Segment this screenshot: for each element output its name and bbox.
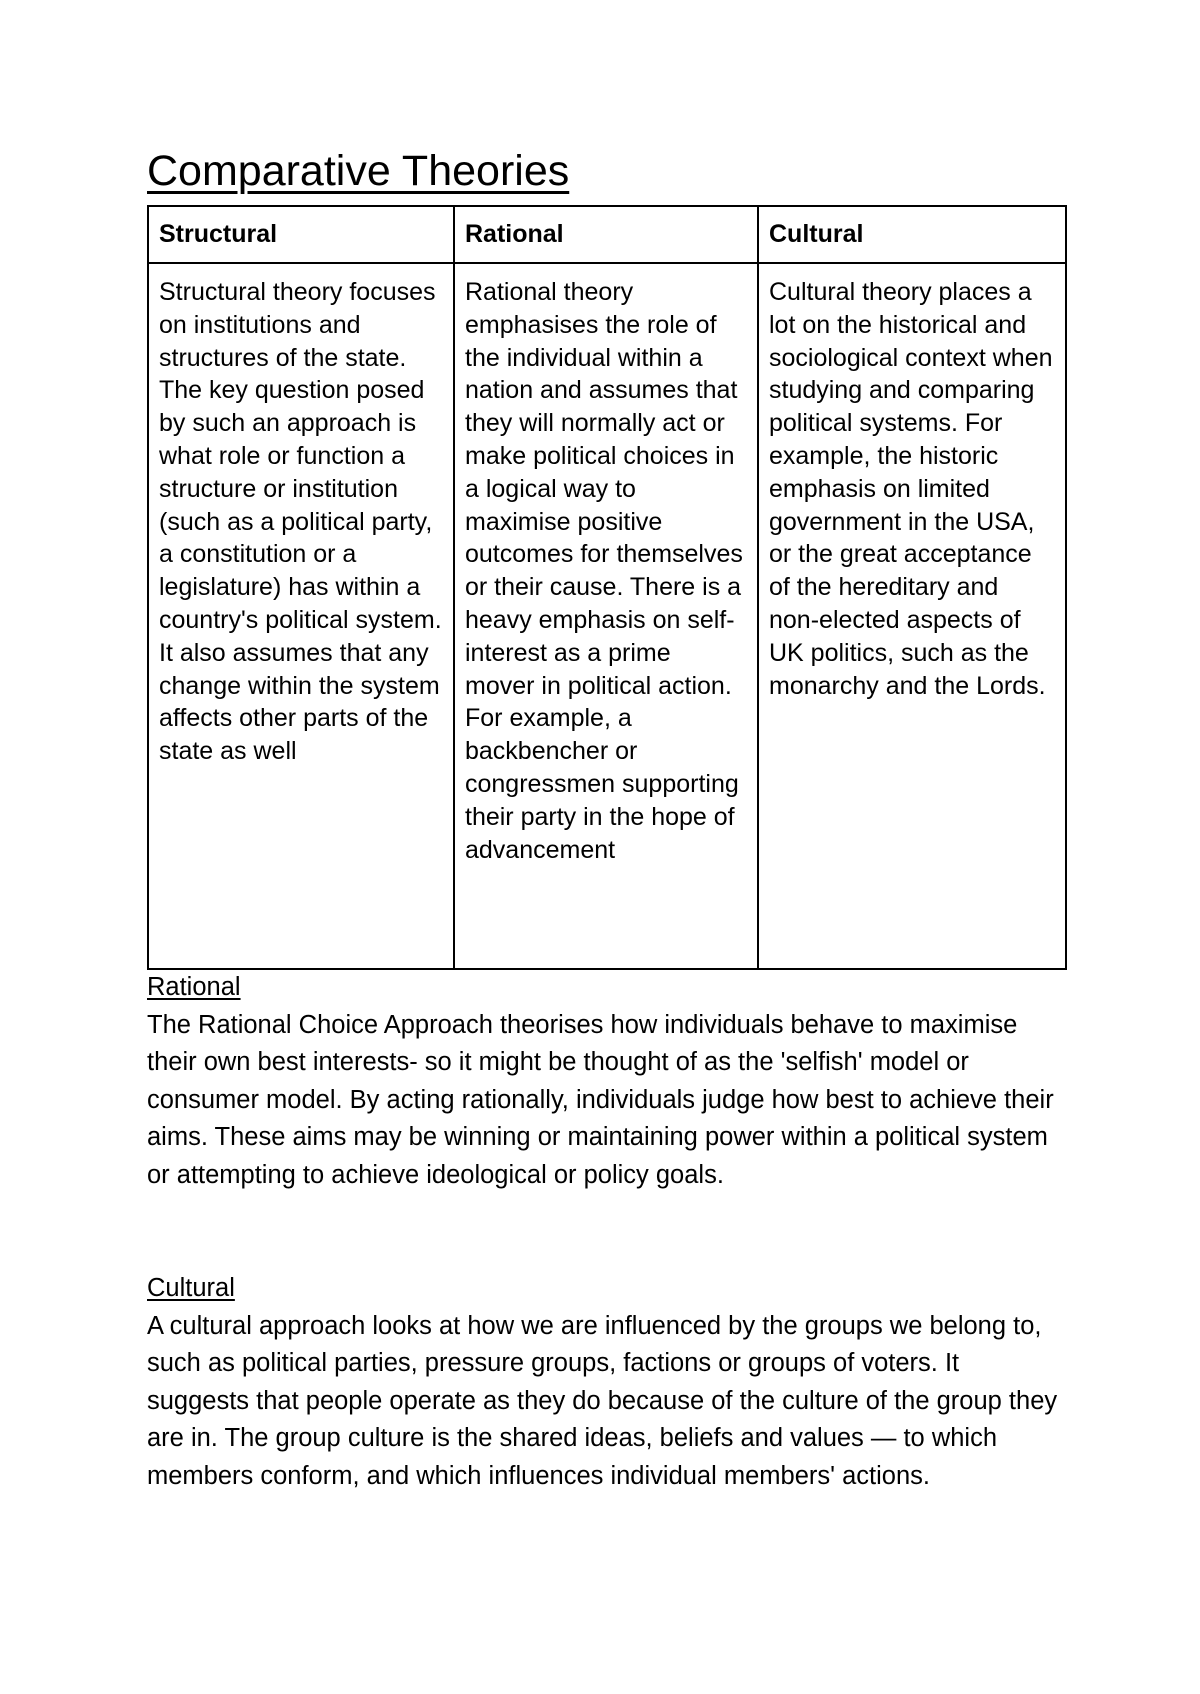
- cell-structural-description: Structural theory focuses on institutions and structures of the state. The key question posed by such an approach is what role or function a structure or institution (such as a political party, a constitution or a legislature) has within a country's political system. It also assumes that any change within the system affects other parts of the state as well: [148, 263, 454, 969]
- page-title: Comparative Theories: [147, 147, 570, 195]
- cell-cultural-description: Cultural theory places a lot on the historical and sociological context when studying and comparing political systems. For example, the historic emphasis on limited government in the USA, or the great acceptance of the hereditary and non-elected aspects of UK politics, such as the monarchy and the Lords.: [758, 263, 1066, 969]
- header-structural: Structural: [148, 206, 454, 263]
- header-cultural: Cultural: [758, 206, 1066, 263]
- section-heading-cultural: Cultural: [147, 1274, 235, 1302]
- section-heading-rational: Rational: [147, 973, 241, 1001]
- comparison-table: [147, 205, 1067, 970]
- section-rational: [147, 969, 1067, 1195]
- cell-rational-description: Rational theory emphasises the role of the individual within a nation and assumes that they will normally act or make political choices in a logical way to maximise positive outcomes for themselves or their cause. There is a heavy emphasis on self-interest as a prime mover in political action. For example, a backbencher or congressmen supporting their party in the hope of advancement: [454, 263, 758, 969]
- header-rational: Rational: [454, 206, 758, 263]
- section-body-rational: The Rational Choice Approach theorises how individuals behave to maximise their own best interests- so it might be thought of as the 'selfish' model or consumer model. By acting rationally, individuals judge how best to achieve their aims. These aims may be winning or maintaining power within a political system or attempting to achieve ideological or policy goals.: [147, 1010, 1054, 1189]
- section-cultural: [147, 1270, 1067, 1496]
- table-header-row: [148, 206, 1066, 263]
- section-body-cultural: A cultural approach looks at how we are influenced by the groups we belong to, such as political parties, pressure groups, factions or groups of voters. It suggests that people operate as they do because of the culture of the group they are in. The group culture is the shared ideas, beliefs and values — to which members conform, and which influences individual members' actions.: [147, 1311, 1058, 1490]
- table-row: [148, 263, 1066, 969]
